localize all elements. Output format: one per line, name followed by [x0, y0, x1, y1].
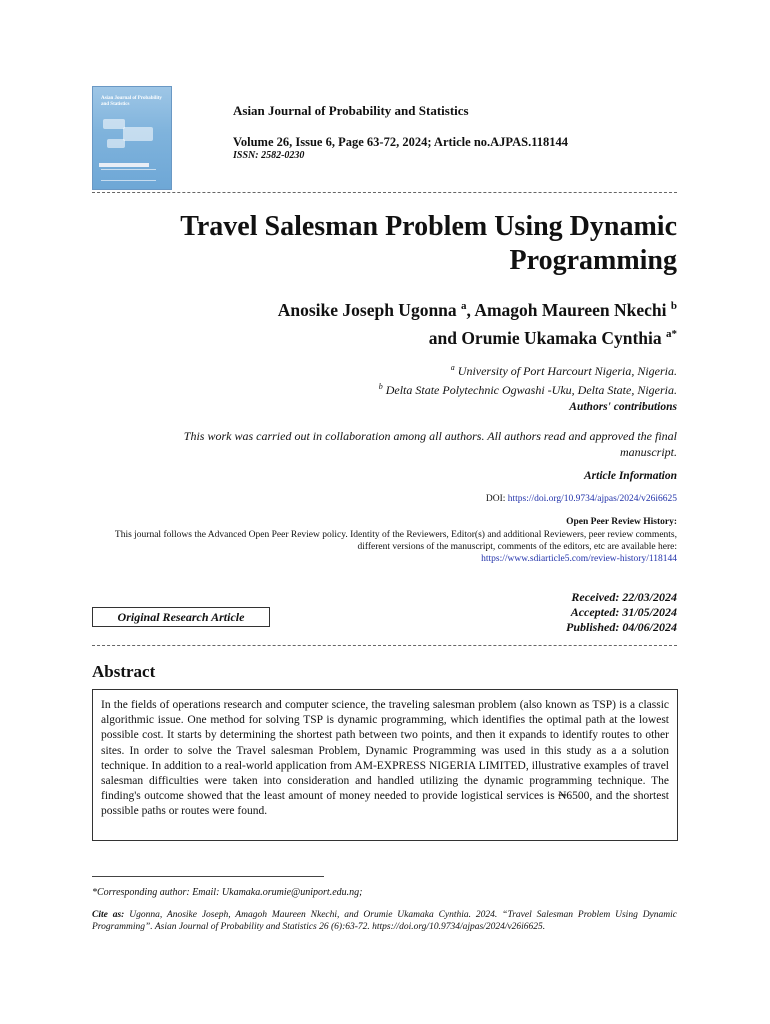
cover-barcode-strip [99, 163, 149, 167]
author-line-1 [92, 294, 677, 322]
peer-review-body: This journal follows the Advanced Open Peer Review policy. Identity of the Reviewers, Editor(s) and additional Reviewers, peer review comments, different versions of the manuscript, comments of the editors, etc are available here: [114, 530, 677, 552]
received-date: Received: 22/03/2024 [571, 590, 677, 604]
cover-text-lines [101, 169, 156, 181]
corresponding-author: *Corresponding author: Email: Ukamaka.orumie@uniport.edu.ng; [92, 887, 363, 898]
abstract-text: In the fields of operations research and computer science, the traveling salesman problem (also known as TSP) is a classic algorithmic issue. One method for solving TSP is dynamic programming, which identifies the optimal path at the lowest possible cost. It starts by determining the shortest path between two points, and then it expands to identify routes to other sites. In order to solve the Travel salesman Problem, Dynamic Programming was used in this study as a a solution technique. In addition to a real-world application from AM-EXPRESS NIGERIA LIMITED, illustrative examples of travel salesman difficulties were taken into consideration and handled utilizing the dynamic programming technique. The finding's outcome showed that the least amount of money needed to provide logistical services is ₦6500, and the shortest possible paths or routes were found. [101, 699, 669, 818]
accepted-date: Accepted: 31/05/2024 [570, 605, 677, 619]
affiliation-mark: a [450, 363, 455, 372]
peer-review-heading: Open Peer Review History: [566, 517, 677, 527]
cite-text: Ugonna, Anosike Joseph, Amagoh Maureen Nkechi, and Orumie Ukamaka Cynthia. 2024. “Travel Salesman Problem Using Dynamic Programming”. Asian Journal of Probability and Statistics 26 (6):63-72. https://doi.org/10.9734/ajpas/2024/v26i6625. [92, 910, 677, 932]
article-dates [480, 590, 677, 635]
published-date: Published: 04/06/2024 [565, 620, 677, 634]
doi-line [92, 494, 677, 504]
author-name: and Orumie Ukamaka Cynthia [428, 327, 666, 348]
article-type-badge: Original Research Article [92, 607, 270, 627]
affiliation-mark: a* [666, 327, 677, 340]
author-name: , Amagoh Maureen Nkechi [466, 299, 671, 320]
cover-graphic [103, 119, 125, 129]
affiliation-mark: a [461, 300, 467, 312]
affiliation-mark: b [378, 382, 383, 391]
author-line-2 [92, 322, 677, 350]
affiliation-a [92, 360, 677, 379]
cite-label: Cite as: [92, 910, 125, 920]
abstract-heading: Abstract [92, 662, 156, 681]
journal-name: Asian Journal of Probability and Statistics [233, 103, 469, 118]
issn: ISSN: 2582-0230 [233, 150, 305, 161]
footnote-divider [92, 876, 324, 877]
author-list [92, 294, 677, 350]
affiliation-b [92, 379, 677, 398]
article-info-heading: Article Information [584, 470, 677, 482]
contributions-text: This work was carried out in collaboration among all authors. All authors read and approved the final manuscript. [183, 429, 677, 459]
doi-link[interactable]: https://doi.org/10.9734/ajpas/2024/v26i6625 [507, 494, 677, 504]
affiliation-mark: b [670, 300, 677, 312]
affiliation-text: University of Port Harcourt Nigeria, Nigeria. [454, 364, 677, 378]
affiliation-text: Delta State Polytechnic Ogwashi -Uku, Delta State, Nigeria. [382, 383, 677, 397]
cover-title: Asian Journal of Probability and Statistics [101, 96, 162, 107]
paper-title-line-2: Programming [509, 245, 677, 276]
abstract-box [92, 689, 678, 841]
paper-title [92, 210, 677, 278]
volume-info: Volume 26, Issue 6, Page 63-72, 2024; Article no.AJPAS.118144 [233, 135, 569, 149]
doi-label: DOI: [485, 494, 508, 504]
contributions-heading: Authors' contributions [569, 401, 677, 413]
citation [92, 909, 677, 933]
section-divider [92, 645, 677, 646]
author-name: Anosike Joseph Ugonna [277, 299, 462, 320]
peer-review-link[interactable]: https://www.sdiarticle5.com/review-history/118144 [481, 554, 677, 564]
affiliations [92, 360, 677, 398]
peer-review-text [100, 529, 677, 565]
paper-title-line-1: Travel Salesman Problem Using Dynamic [180, 211, 677, 242]
cover-graphic [107, 139, 125, 148]
header-divider [92, 192, 677, 193]
cover-graphic [123, 127, 153, 141]
journal-cover-image [92, 86, 172, 190]
